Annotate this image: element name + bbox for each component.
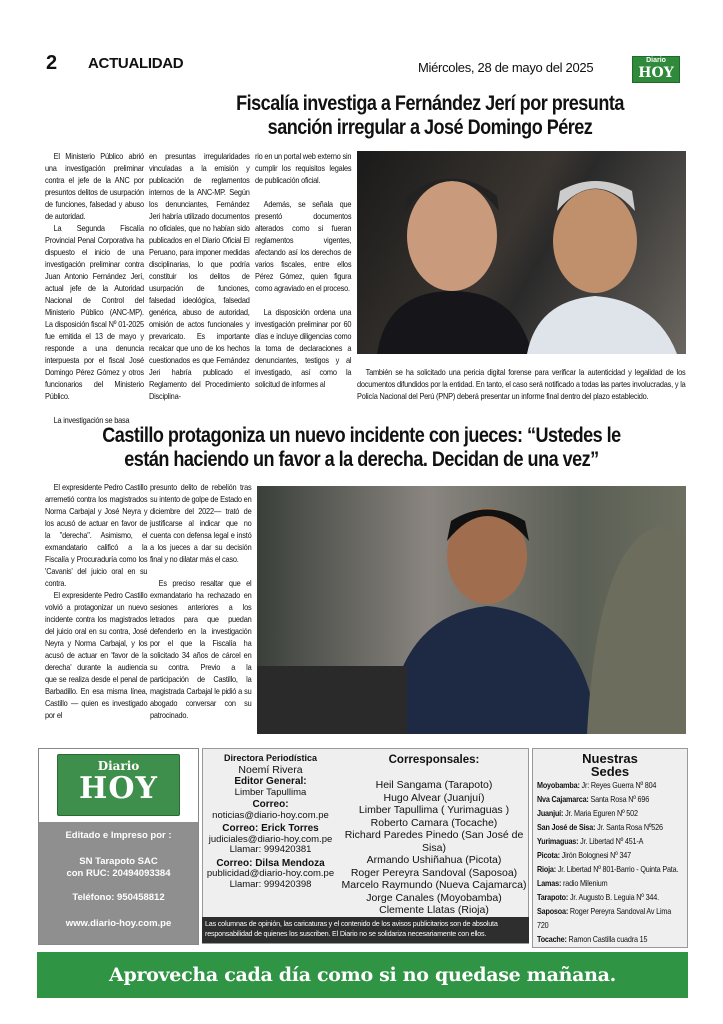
paragraph: Es preciso resaltar que el exmandatario ha rechazado en sesiones anteriores a los letrados para que puedan defenderlo en la investigación por el que la Fiscalía ha solicitado 34 años de cárcel en su contra. Previo a la participación de Castillo, la magistrada Carbajal le pidió a su abogado conversar con su patrocinado. [150,578,252,720]
sede-item [537,904,683,932]
sede-item [537,876,683,890]
sede-city: Lamas: [537,878,562,888]
sede-address: Roger Pereyra Sandoval Av Lima 720 [537,906,672,930]
sede-city: Saposoa: [537,906,569,916]
article1-col4 [357,366,686,402]
sede-city: Juanjuí: [537,808,564,818]
correspondent: Marcelo Raymundo (Nueva Cajamarca) [341,879,527,891]
sede-city: Rioja: [537,864,556,874]
sede-address: Jr. Maria Eguren Nº 502 [563,808,638,818]
label: Editor General: [234,776,307,787]
correspondent: Clemente Llatas (Rioja) [379,904,489,916]
correspondent: Limber Tapullima ( Yurimaguas ) [358,804,510,816]
disclaimer: Las columnas de opinión, las caricaturas y el contenido de los avisos publicitarios son de absoluta responsabilidad de quienes los suscriben. El Diario no se solidariza necesariamente con ellos. [202,917,529,943]
logo-top: Diario [97,759,140,773]
label: Correo: Dilsa Mendoza [216,857,325,869]
header-logo [632,56,680,83]
sede-item [537,792,683,806]
paragraph: También se ha solicitado una pericia digital forense para verificar la autenticidad y legalidad de los documentos difundidos por la entidad. En tanto, el caso será notificado a todas las partes involucradas, y la Policía Nacional del Perú (PNP) deberá presentar un informe final dentro del plazo establecido. [357,367,686,401]
title-line: Nuestras [582,751,638,766]
slogan-banner: Aprovecha cada día como si no quedase mañana. [37,952,688,998]
company-phone: Teléfono: 950458812 [72,892,165,903]
phone: Llamar: 999420381 [229,844,312,855]
sede-city: Tarapoto: [537,892,569,902]
staff-list [203,753,338,890]
article2-col2 [150,481,251,721]
paragraph: La Segunda Fiscalía Provincial Penal Corporativa ha dispuesto el inicio de una investigación preliminar contra Juan Antonio Fernández Jerí, actual jefe de la Autoridad Nacional de Control del Ministerio Público (ANC-MP). La disposición fiscal Nº 01-2025 fue emitida el 13 de mayo y responde a una denuncia interpuesta por el fiscal José Domingo Pérez Gómez y otros funcionarios del Ministerio Público. [45,223,144,401]
issue-date: Miércoles, 28 de mayo del 2025 [418,60,594,75]
sede-city: Moyobamba: [537,780,580,790]
sede-address: Jirón Bolognesi Nº 347 [559,850,631,860]
sede-item [537,834,683,848]
staff-box [202,748,529,944]
email[interactable]: noticias@diario-hoy.com.pe [212,809,329,821]
portraits-image [357,151,686,354]
headline-line: están haciendo un favor a la derecha. Decidan de una vez” [124,448,599,471]
sede-address: radio Milenium [561,878,608,888]
paragraph: La disposición ordena una investigación preliminar por 60 días e incluye diligencias como la toma de declaraciones a denunciantes, testigos y al investigado, así como la solicitud de informes al [255,307,352,389]
sede-address: Jr. Libertad Nº 801-Barrio - Quinta Pata. [555,864,679,874]
label: Directora Periodística [223,753,318,763]
article1-col2 [149,150,250,402]
paragraph: Además, se señala que presentó documentos alterados como si fueran reglamentos vigentes, afectando así los derechos de varios fiscales, entre ellos Pérez Gómez, quien figura como agraviado en el proceso. [255,199,352,293]
correspondent: Richard Paredes Pinedo (San José de Sisa) [344,829,524,854]
sede-city: Yurimaguas: [537,836,579,846]
company-ruc: con RUC: 20494093384 [66,868,171,879]
sede-city: San José de Sisa: [537,822,596,832]
phone: Llamar: 999420398 [229,878,312,890]
value: Limber Tapullima [234,786,307,798]
logo-top: Diario [646,57,666,64]
correspondent: Jorge Canales (Moyobamba) [366,891,502,904]
sede-item [537,890,683,904]
section-title: ACTUALIDAD [88,55,184,72]
correspondent: Hugo Alvear (Juanjuí) [383,791,485,804]
sede-city: Picota: [537,850,560,860]
paragraph: El expresidente Pedro Castillo arremetió contra los magistrados Norma Carbajal y José Neyra y los acusó de actuar en favor de la "derecha". Asimismo, el exmandatario calificó a la Fiscalía y Procuraduría como los 'Cavanis' del juicio oral en su contra. [45,482,148,588]
sede-item [537,778,683,792]
sede-address: Jr: Reyes Guerra Nº 804 [579,780,657,790]
article2-col1 [45,481,147,721]
correspondent: Roberto Camara (Tocache) [370,816,498,829]
company-website[interactable]: www.diario-hoy.com.pe [65,918,172,929]
footer-logo [57,754,180,816]
company-name: SN Tarapoto SAC [79,856,158,867]
sedes-box [532,748,688,948]
label: Correo: [252,799,289,810]
title-line: Sedes [590,764,630,779]
article1-col1 [45,150,144,426]
correspondent: Armando Ushiñahua (Picota) [366,854,502,866]
paragraph: El Ministerio Público abrió una investigación preliminar contra el jefe de la ANC por presuntos delitos de usurpación de funciones, falsedad y abuso de autoridad. [45,151,144,221]
correspondent: Heil Sangama (Tarapoto) [375,779,493,791]
courtroom-image [257,486,686,734]
logo-main: HOY [638,65,674,81]
label: Correo: Erick Torres [222,823,319,834]
sede-item [537,806,683,820]
article1-headline [140,92,720,140]
value: Noemí Rivera [238,763,303,776]
paragraph: presunto delito de rebelión tras su intento de golpe de Estado en diciembre del 2022— trató de justificarse al indicar que no cuenta con defensa legal e instó a los jueces a dar su decisión final y no dilatar más el caso. [150,482,252,564]
email[interactable]: publicidad@diario-hoy.com.pe [206,868,335,879]
sede-item [537,820,683,834]
page-number: 2 [46,52,58,74]
paragraph: La investigación se basa [53,415,130,425]
paragraph: en presuntas irregularidades vinculadas a la emisión y publicación de reglamentos internos de la ANC-MP. Según los denunciantes, Fernández Jeri habría utilizado documentos no oficiales, que no habían sido publicados en el Diario Oficial El Peruano, para imponer medidas disciplinarias, lo que podría constituir los delitos de usurpación de funciones, falsedad ideológica, falsedad genérica, abuso de autoridad, omisión de actos funcionales y prevaricato. Es importante recalcar que uno de los hechos cuestionados es que Fernández Jeri habría publicado el Reglamento del Procedimiento Disciplina- [149,151,250,401]
headline-line: Fiscalía investiga a Fernández Jerí por presunta [236,92,624,115]
paragraph: rio en un portal web externo sin cumplir los requisitos legales de publicación oficial. [255,151,352,185]
headline-line: sanción irregular a José Domingo Pérez [267,116,593,139]
article1-photo [357,151,686,354]
email[interactable]: judiciales@diario-hoy.com.pe [208,833,333,845]
headline-line: Castillo protagoniza un nuevo incidente con jueces: “Ustedes le [102,424,621,447]
sede-address: Santa Rosa Nº 696 [588,794,650,804]
sede-item [537,862,683,876]
sede-city: Nva Cajamarca: [537,794,589,804]
publisher-box [38,748,199,945]
sede-address: Jr. Augusto B. Leguia Nº 344. [568,892,659,902]
article2-photo [257,486,686,734]
logo-main: HOY [79,771,158,806]
sede-city: Tocache: [537,934,567,944]
correspondents [338,754,530,917]
correspondents-title: Corresponsales: [388,754,480,766]
correspondent: Roger Pereyra Sandoval (Saposoa) [350,866,518,879]
sedes-title [537,752,683,778]
sede-address: Jr. Santa Rosa Nº526 [595,822,663,832]
sede-address: Jr. Libertad Nº 451-A [578,836,644,846]
sede-item [537,848,683,862]
sede-address: Ramon Castilla cuadra 15 [566,934,648,944]
paragraph: El expresidente Pedro Castillo volvió a protagonizar un nuevo incidente contra los magistrados del juicio oral en su contra, José Neyra y Norma Carbajal, y los acusó de actuar en 'favor de la derecha' durante la audiencia que se realiza desde el penal de Barbadillo. En esa misma línea, Castillo — quien es investigado por el [45,590,148,720]
sede-item [537,932,683,946]
article2-headline [0,424,723,472]
article1-col3 [255,150,351,390]
edited-label: Editado e Impreso por : [65,830,172,841]
